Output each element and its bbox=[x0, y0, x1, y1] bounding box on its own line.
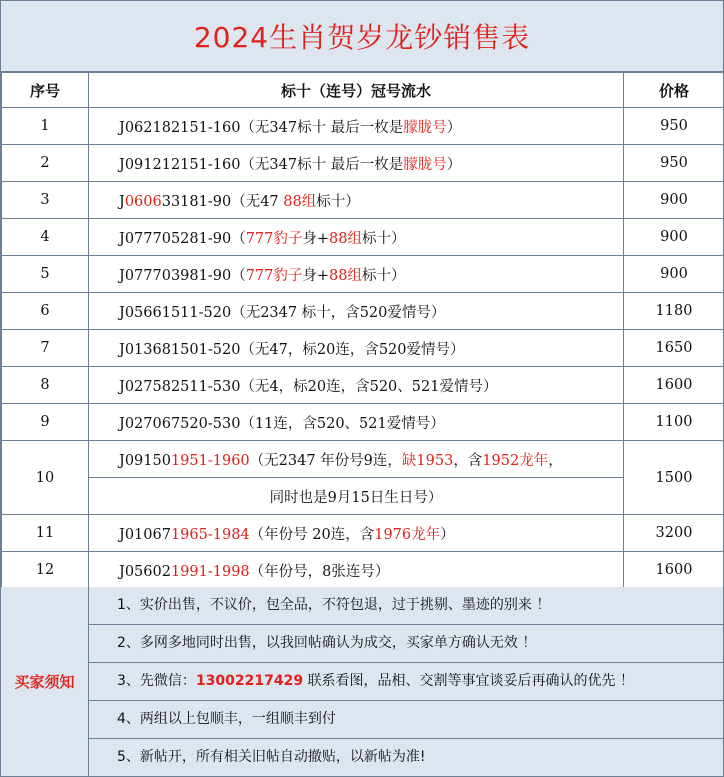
highlight-text: 朦胧号 bbox=[403, 156, 447, 173]
description-cell-continued bbox=[89, 478, 624, 515]
highlight-text: 缺1953 bbox=[401, 452, 454, 469]
note-text: 1、实价出售，不议价，包全品，不符包退，过于挑剔、墨迹的别来 ！ bbox=[117, 597, 551, 613]
price-cell: 1100 bbox=[624, 404, 724, 441]
price-cell: 3200 bbox=[624, 515, 724, 552]
table-row bbox=[2, 182, 724, 219]
serial-cell: 8 bbox=[2, 367, 89, 404]
description-cell bbox=[89, 441, 624, 478]
header-price: 价格 bbox=[624, 73, 724, 108]
text-segment: ） bbox=[446, 119, 462, 136]
table-row bbox=[2, 367, 724, 404]
highlight-text: 1951-1960 bbox=[170, 452, 250, 469]
highlight-text: 777豹子 bbox=[245, 267, 303, 284]
highlight-text: 0606 bbox=[124, 193, 162, 210]
text-segment: J027582511-530（无4，标20连，含520、521爱情号） bbox=[119, 378, 498, 395]
table-row-continuation bbox=[2, 478, 724, 515]
text-segment: J05602 bbox=[119, 563, 171, 580]
note-item bbox=[89, 701, 723, 739]
serial-cell: 9 bbox=[2, 404, 89, 441]
text-segment: J05661511-520（无2347 标十，含520爱情号） bbox=[119, 304, 446, 321]
price-cell: 1180 bbox=[624, 293, 724, 330]
serial-cell: 2 bbox=[2, 145, 89, 182]
serial-cell: 4 bbox=[2, 219, 89, 256]
text-segment: （年份号，8张连号） bbox=[249, 563, 390, 580]
table-header-row bbox=[2, 73, 724, 108]
highlight-text: 1965-1984 bbox=[170, 526, 250, 543]
note-text: 联系看图，品相、交割等事宜谈妥后再确认的优先 ！ bbox=[303, 673, 634, 689]
price-cell: 1650 bbox=[624, 330, 724, 367]
highlight-text: 88组 bbox=[329, 230, 362, 247]
note-text: 5、新帖开，所有相关旧帖自动撤贴，以新帖为准! bbox=[117, 749, 426, 765]
description-cell bbox=[89, 330, 624, 367]
text-segment: 标十） bbox=[362, 230, 406, 247]
note-text: 4、两组以上包顺丰，一组顺丰到付 bbox=[117, 711, 336, 727]
highlight-text: 88组 bbox=[329, 267, 362, 284]
description-cell bbox=[89, 108, 624, 145]
description-cell bbox=[89, 367, 624, 404]
price-cell: 950 bbox=[624, 108, 724, 145]
text-segment: 标十） bbox=[362, 267, 406, 284]
serial-cell: 10 bbox=[2, 441, 89, 515]
table-row bbox=[2, 441, 724, 478]
text-segment: 同时也是9月15日生日号） bbox=[269, 489, 443, 506]
table-row bbox=[2, 145, 724, 182]
text-segment: 标十） bbox=[316, 193, 360, 210]
text-segment: J09150 bbox=[119, 452, 171, 469]
highlight-text: 88组 bbox=[283, 193, 317, 210]
description-cell bbox=[89, 515, 624, 552]
price-cell: 1600 bbox=[624, 367, 724, 404]
price-cell: 1600 bbox=[624, 552, 724, 589]
text-segment: J077703981-90（ bbox=[119, 267, 246, 284]
note-item bbox=[89, 587, 723, 625]
description-cell bbox=[89, 293, 624, 330]
price-cell: 900 bbox=[624, 219, 724, 256]
note-item bbox=[89, 739, 723, 776]
serial-cell: 3 bbox=[2, 182, 89, 219]
note-text: 3、先微信： bbox=[117, 673, 196, 689]
serial-cell: 7 bbox=[2, 330, 89, 367]
highlight-text: 777豹子 bbox=[245, 230, 303, 247]
price-cell: 950 bbox=[624, 145, 724, 182]
notes-list bbox=[89, 587, 723, 776]
sales-table bbox=[1, 72, 724, 589]
header-serial: 序号 bbox=[2, 73, 89, 108]
text-segment: ） bbox=[446, 156, 462, 173]
table-row bbox=[2, 219, 724, 256]
text-segment: ， bbox=[548, 452, 563, 469]
price-cell: 900 bbox=[624, 256, 724, 293]
description-cell bbox=[89, 145, 624, 182]
table-row bbox=[2, 256, 724, 293]
serial-cell: 5 bbox=[2, 256, 89, 293]
text-segment: 33181-90（无47 bbox=[161, 193, 284, 210]
text-segment: J077705281-90（ bbox=[119, 230, 246, 247]
table-row bbox=[2, 552, 724, 589]
description-cell bbox=[89, 182, 624, 219]
table-row bbox=[2, 108, 724, 145]
table-body bbox=[2, 108, 724, 589]
text-segment: J062182151-160（无347标十 最后一枚是 bbox=[119, 119, 404, 136]
serial-cell: 11 bbox=[2, 515, 89, 552]
price-cell: 1500 bbox=[624, 441, 724, 515]
text-segment: ） bbox=[440, 526, 455, 543]
note-text: 2、多网多地同时出售，以我回帖确认为成交，买家单方确认无效 ！ bbox=[117, 635, 537, 651]
note-item bbox=[89, 625, 723, 663]
notes-label: 买家须知 bbox=[1, 587, 89, 776]
note-item bbox=[89, 663, 723, 701]
table-row bbox=[2, 330, 724, 367]
buyer-notes bbox=[1, 587, 723, 776]
text-segment: J091212151-160（无347标十 最后一枚是 bbox=[119, 156, 404, 173]
highlight-text: 朦胧号 bbox=[403, 119, 447, 136]
text-segment: J027067520-530（11连，含520、521爱情号） bbox=[119, 415, 445, 432]
serial-cell: 6 bbox=[2, 293, 89, 330]
description-cell bbox=[89, 552, 624, 589]
text-segment: ，含 bbox=[453, 452, 483, 469]
table-row bbox=[2, 515, 724, 552]
text-segment: （无2347 年份号9连， bbox=[249, 452, 402, 469]
serial-cell: 12 bbox=[2, 552, 89, 589]
page-title: 2024生肖贺岁龙钞销售表 bbox=[1, 1, 723, 72]
wechat-phone-number: 13002217429 bbox=[195, 673, 304, 689]
text-segment: J bbox=[119, 193, 125, 210]
price-cell: 900 bbox=[624, 182, 724, 219]
text-segment: （年份号 20连，含 bbox=[249, 526, 375, 543]
text-segment: 身+ bbox=[302, 267, 330, 284]
header-description: 标十（连号）冠号流水 bbox=[89, 73, 624, 108]
text-segment: 身+ bbox=[302, 230, 330, 247]
description-cell bbox=[89, 256, 624, 293]
table-row bbox=[2, 404, 724, 441]
description-cell bbox=[89, 219, 624, 256]
highlight-text: 1991-1998 bbox=[170, 563, 250, 580]
serial-cell: 1 bbox=[2, 108, 89, 145]
text-segment: J01067 bbox=[119, 526, 171, 543]
description-cell bbox=[89, 404, 624, 441]
highlight-text: 1976龙年 bbox=[374, 526, 441, 543]
table-row bbox=[2, 293, 724, 330]
text-segment: J013681501-520（无47，标20连，含520爱情号） bbox=[119, 341, 465, 358]
highlight-text: 1952龙年 bbox=[482, 452, 549, 469]
